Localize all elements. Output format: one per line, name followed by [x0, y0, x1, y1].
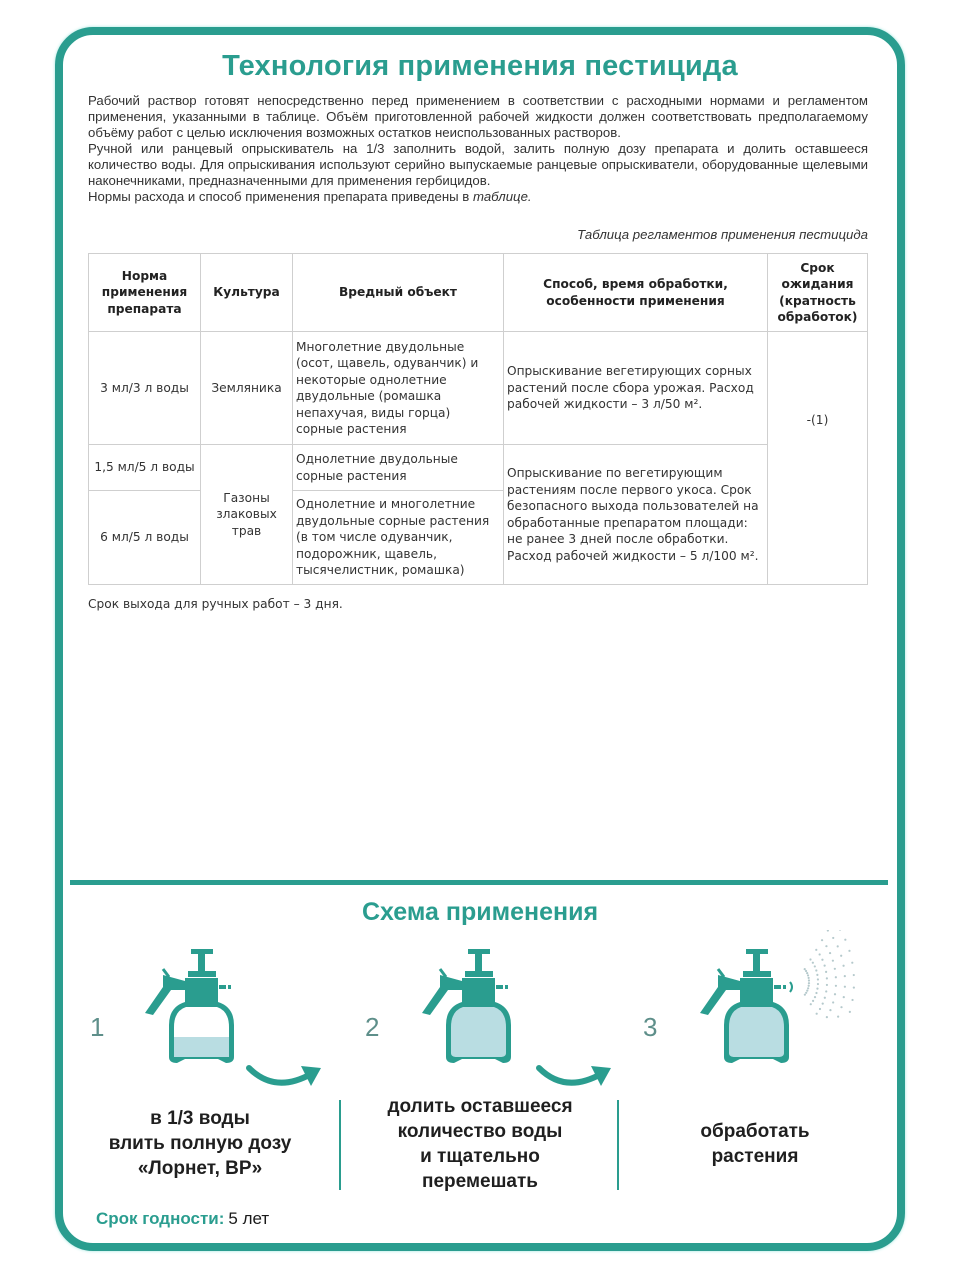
step-1-number: 1 [90, 1012, 105, 1042]
mist-dot [806, 990, 808, 992]
intro-paragraph-2: Ручной или ранцевый опрыскиватель на 1/3 заполнить водой, залить полную дозу препарата и долить оставшееся количество воды. Для опрыскивания используют серийно выпускаемые ранцевые опрыскиватели, оборудованные щелевыми наконечниками, предназначенными для применения гербицидов. [88, 141, 868, 188]
intro-text [88, 93, 868, 205]
step-3-number: 3 [643, 1012, 658, 1042]
mist-dot [808, 977, 810, 979]
mist-dot [834, 968, 836, 970]
arrow-step-1-to-2-icon [245, 1060, 325, 1100]
mist-dot [849, 1011, 851, 1013]
mist-dot [805, 992, 807, 994]
sprayer-one-third-icon [135, 945, 255, 1065]
mist-dot [835, 976, 837, 978]
mist-dot [842, 965, 844, 967]
cell-wait [768, 332, 868, 585]
mist-dot [826, 1016, 828, 1018]
mist-dot [808, 985, 810, 987]
mist-dot [804, 994, 806, 996]
step-2-line: и тщательно [420, 1146, 540, 1167]
mist-dot [825, 945, 827, 947]
step-2-line: долить оставшееся [387, 1096, 573, 1117]
mist-dot [840, 1006, 842, 1008]
page-frame [55, 27, 905, 1251]
step-separator [617, 1100, 619, 1190]
mist-dot [844, 975, 846, 977]
mist-dot [805, 970, 807, 972]
mist-dot [837, 945, 839, 947]
mist-dot [832, 937, 834, 939]
step-1-text [70, 1106, 330, 1181]
mist-dot [815, 969, 817, 971]
intro-paragraph-3-text: Нормы расхода и способ применения препарата приведены в [88, 189, 473, 204]
section-divider [70, 880, 888, 885]
mist-dot [808, 979, 810, 981]
mist-dot [848, 950, 850, 952]
mist-dot [829, 952, 831, 954]
mist-dot [822, 1003, 824, 1005]
header-rate: Норма применения препарата [89, 254, 201, 332]
mist-dot [810, 1003, 812, 1005]
step-1-line: «Лорнет, ВР» [137, 1158, 263, 1179]
cell-rate: 1,5 мл/5 л воды [89, 445, 201, 491]
mist-dot [840, 955, 842, 957]
manual-work-note: Срок выхода для ручных работ – 3 дня. [88, 597, 343, 611]
table-row [89, 332, 868, 445]
step-2-line: количество воды [397, 1121, 563, 1142]
cell-crop: Газоны злаковых трав [201, 445, 293, 585]
mist-dot [825, 990, 827, 992]
cell-method: Опрыскивание по вегетирующим растениям после первого укоса. Срок безопасного выхода пользователей на обработанные препаратом площади: не ранее 3 дней после обработки. Расход рабочей жидкости – 5 л/100 м². [504, 445, 768, 585]
step-2-line: перемешать [422, 1171, 538, 1192]
cell-rate: 6 мл/5 л воды [89, 491, 201, 585]
page-title: Технология применения пестицида [222, 50, 738, 82]
step-1-line: влить полную дозу [108, 1133, 292, 1154]
mist-dot [819, 953, 821, 955]
mist-dot [826, 977, 828, 979]
header-method: Способ, время обработки, особенности применения [504, 254, 768, 332]
mist-dot [843, 996, 845, 998]
sprayer-spraying-icon [690, 945, 810, 1065]
intro-paragraph-1: Рабочий раствор готовят непосредственно перед применением в соответствии с расходными нормами и регламентом применения, указанными в таблице. Объём приготовленной рабочей жидкости должен соответствовать предполагаемому объёму работ с целью исключения возможных остатков неиспользованных растворов. [88, 93, 868, 140]
mist-dot [851, 962, 853, 964]
mist-dot [825, 971, 827, 973]
mist-dot [808, 982, 810, 984]
mist-dot [824, 964, 826, 966]
mist-dot [819, 1008, 821, 1010]
header-crop: Культура [201, 254, 293, 332]
header-wait: Срок ожидания (кратность обработок) [768, 254, 868, 332]
mist-dot [812, 962, 814, 964]
scheme-title: Схема применения [361, 898, 599, 926]
mist-dot [816, 974, 818, 976]
mist-dot [807, 987, 809, 989]
mist-dot [821, 959, 823, 961]
header-target: Вредный объект [293, 254, 504, 332]
mist-dot [815, 992, 817, 994]
mist-dot [817, 983, 819, 985]
mist-dot [835, 985, 837, 987]
step-3-text [630, 1119, 880, 1169]
step-3-line: растения [711, 1146, 799, 1167]
table-caption: Таблица регламентов применения пестицида [577, 227, 868, 242]
mist-dot [853, 974, 855, 976]
mist-dot [851, 999, 853, 1001]
cell-target: Многолетние двудольные (осот, щавель, одуванчик) и некоторые однолетние двудольные (ромашка непахучая, виды горца) сорные растения [293, 332, 504, 445]
table-reference: таблице. [472, 189, 532, 204]
mist-dot [807, 974, 809, 976]
mist-dot [816, 988, 818, 990]
intro-paragraph-3 [88, 189, 868, 205]
cell-target: Однолетние и многолетние двудольные сорные растения (в том числе одуванчик, подорожник, щавель, тысячелистник, ромашка) [293, 491, 504, 585]
step-2-text [350, 1094, 610, 1194]
mist-dot [853, 986, 855, 988]
cell-crop: Земляника [201, 332, 293, 445]
mist-dot [826, 984, 828, 986]
mist-dot [839, 930, 841, 931]
shelf-life [96, 1209, 269, 1229]
mist-dot [816, 1013, 818, 1015]
spray-mist-icon [795, 930, 865, 1020]
mist-dot [804, 968, 806, 970]
mist-dot [832, 1001, 834, 1003]
mist-dot [815, 949, 817, 951]
sprayer-full-icon [412, 945, 532, 1065]
cell-target: Однолетние двудольные сорные растения [293, 445, 504, 491]
mist-dot [821, 939, 823, 941]
mist-dot [844, 939, 846, 941]
table-row [89, 445, 868, 491]
shelf-life-value: 5 лет [228, 1209, 270, 1228]
mist-dot [844, 986, 846, 988]
mist-dot [837, 1016, 839, 1018]
cell-method: Опрыскивание вегетирующих сорных растений после сбора урожая. Расход рабочей жидкости – 3 л/50 м². [504, 332, 768, 445]
table-header-row [89, 254, 868, 332]
shelf-life-label: Срок годности: [96, 1209, 225, 1228]
step-2-number: 2 [365, 1012, 380, 1042]
step-1-line: в 1/3 воды [150, 1108, 250, 1129]
cell-wait-text: -(1) [806, 413, 829, 428]
mist-dot [817, 978, 819, 980]
mist-dot [814, 965, 816, 967]
mist-dot [829, 1009, 831, 1011]
sprayer-body [422, 949, 511, 1063]
mist-dot [812, 1000, 814, 1002]
liquid-level [174, 1037, 229, 1057]
mist-dot [832, 960, 834, 962]
mist-dot [814, 996, 816, 998]
mist-dot [827, 930, 829, 932]
step-3-line: обработать [700, 1121, 810, 1142]
cell-rate: 3 мл/3 л воды [89, 332, 201, 445]
mist-dot [824, 997, 826, 999]
mist-dot [809, 958, 811, 960]
sprayer-body [700, 949, 792, 1063]
mist-dot [834, 993, 836, 995]
mist-dot [806, 972, 808, 974]
regulations-table [88, 253, 868, 585]
step-separator [339, 1100, 341, 1190]
